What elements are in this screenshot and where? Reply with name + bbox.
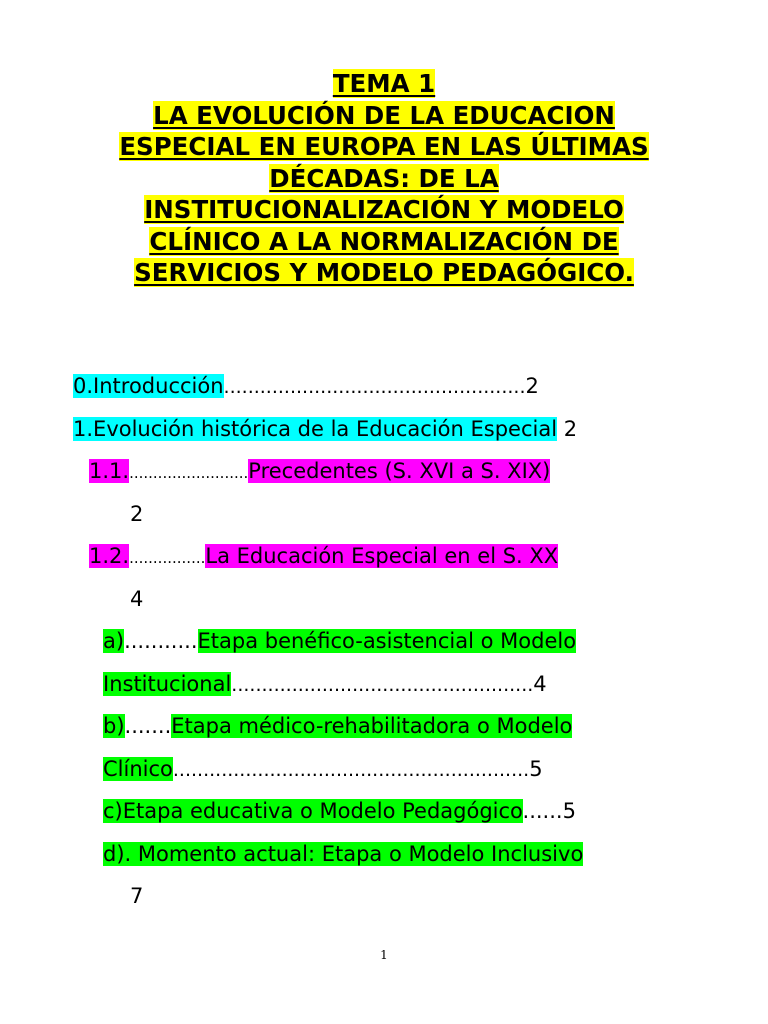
toc-label: Clínico bbox=[103, 757, 173, 781]
toc-entry-evolucion[interactable] bbox=[73, 415, 577, 443]
toc-page-precedentes: 2 bbox=[130, 502, 144, 526]
toc-entry-etapa-b[interactable] bbox=[103, 712, 572, 740]
toc-page-siglo-xx: 4 bbox=[130, 587, 144, 611]
toc-leader: ...... bbox=[522, 799, 563, 823]
toc-number: c) bbox=[103, 799, 123, 823]
toc-label: Introducción bbox=[93, 374, 224, 398]
toc-number: 1. bbox=[73, 417, 94, 441]
toc-entry-introduccion[interactable] bbox=[73, 372, 539, 400]
title-line-4: DÉCADAS: DE LA bbox=[269, 163, 499, 193]
toc-page: 5 bbox=[562, 799, 576, 823]
toc-number: 1.1. bbox=[89, 459, 130, 483]
toc-entry-etapa-a-cont[interactable] bbox=[103, 670, 547, 698]
toc-label: Precedentes (S. XVI a S. XIX) bbox=[248, 459, 551, 483]
toc-number: 1.2. bbox=[89, 544, 130, 568]
toc-number: b) bbox=[103, 714, 125, 738]
toc-entry-etapa-a[interactable] bbox=[103, 627, 576, 655]
toc-label: Evolución histórica de la Educación Especial bbox=[93, 417, 558, 441]
toc-leader: ........................................................... bbox=[172, 759, 530, 781]
toc-leader: ....... bbox=[124, 714, 172, 738]
toc-entry-etapa-c[interactable] bbox=[103, 797, 576, 825]
toc-label: Etapa benéfico-asistencial o Modelo bbox=[197, 629, 577, 653]
toc-label: Etapa educativa o Modelo Pedagógico bbox=[122, 799, 523, 823]
toc-entry-siglo-xx[interactable] bbox=[89, 542, 558, 570]
toc-page-etapa-d: 7 bbox=[130, 884, 144, 908]
toc-label: Etapa médico-rehabilitadora o Modelo bbox=[171, 714, 573, 738]
title-line-5: INSTITUCIONALIZACIÓN Y MODELO bbox=[144, 195, 624, 224]
toc-entry-precedentes[interactable] bbox=[89, 457, 550, 485]
toc-page: 2 bbox=[563, 417, 578, 441]
title-line-7: SERVICIOS Y MODELO PEDAGÓGICO. bbox=[134, 258, 634, 287]
toc-leader: ................ bbox=[129, 549, 206, 567]
document-title bbox=[0, 68, 768, 289]
toc-number: a) bbox=[103, 629, 125, 653]
page-number: 1 bbox=[380, 948, 388, 962]
toc-label: Institucional bbox=[103, 672, 232, 696]
toc-page: 4 bbox=[533, 672, 547, 696]
toc-entry-etapa-b-cont[interactable] bbox=[103, 755, 543, 783]
title-line-2: LA EVOLUCIÓN DE LA EDUCACION bbox=[153, 100, 615, 130]
toc-page: 5 bbox=[529, 757, 543, 781]
toc-entry-etapa-d[interactable] bbox=[103, 840, 583, 868]
toc-label: La Educación Especial en el S. XX bbox=[205, 544, 559, 568]
title-line-3: ESPECIAL EN EUROPA EN LAS ÚLTIMAS bbox=[119, 132, 649, 161]
toc-number: 0. bbox=[73, 374, 94, 398]
toc-label: Momento actual: Etapa o Modelo Inclusivo bbox=[131, 842, 584, 866]
toc-leader: ........... bbox=[124, 629, 198, 653]
title-line-6: CLÍNICO A LA NORMALIZACIÓN DE bbox=[149, 226, 619, 256]
title-line-1: TEMA 1 bbox=[332, 69, 436, 98]
toc-page: 2 bbox=[525, 374, 539, 398]
toc-leader: ......................... bbox=[129, 464, 249, 482]
toc-leader: .................................................. bbox=[223, 376, 526, 398]
toc-number: d). bbox=[103, 842, 132, 866]
toc-leader: .................................................. bbox=[231, 674, 534, 696]
